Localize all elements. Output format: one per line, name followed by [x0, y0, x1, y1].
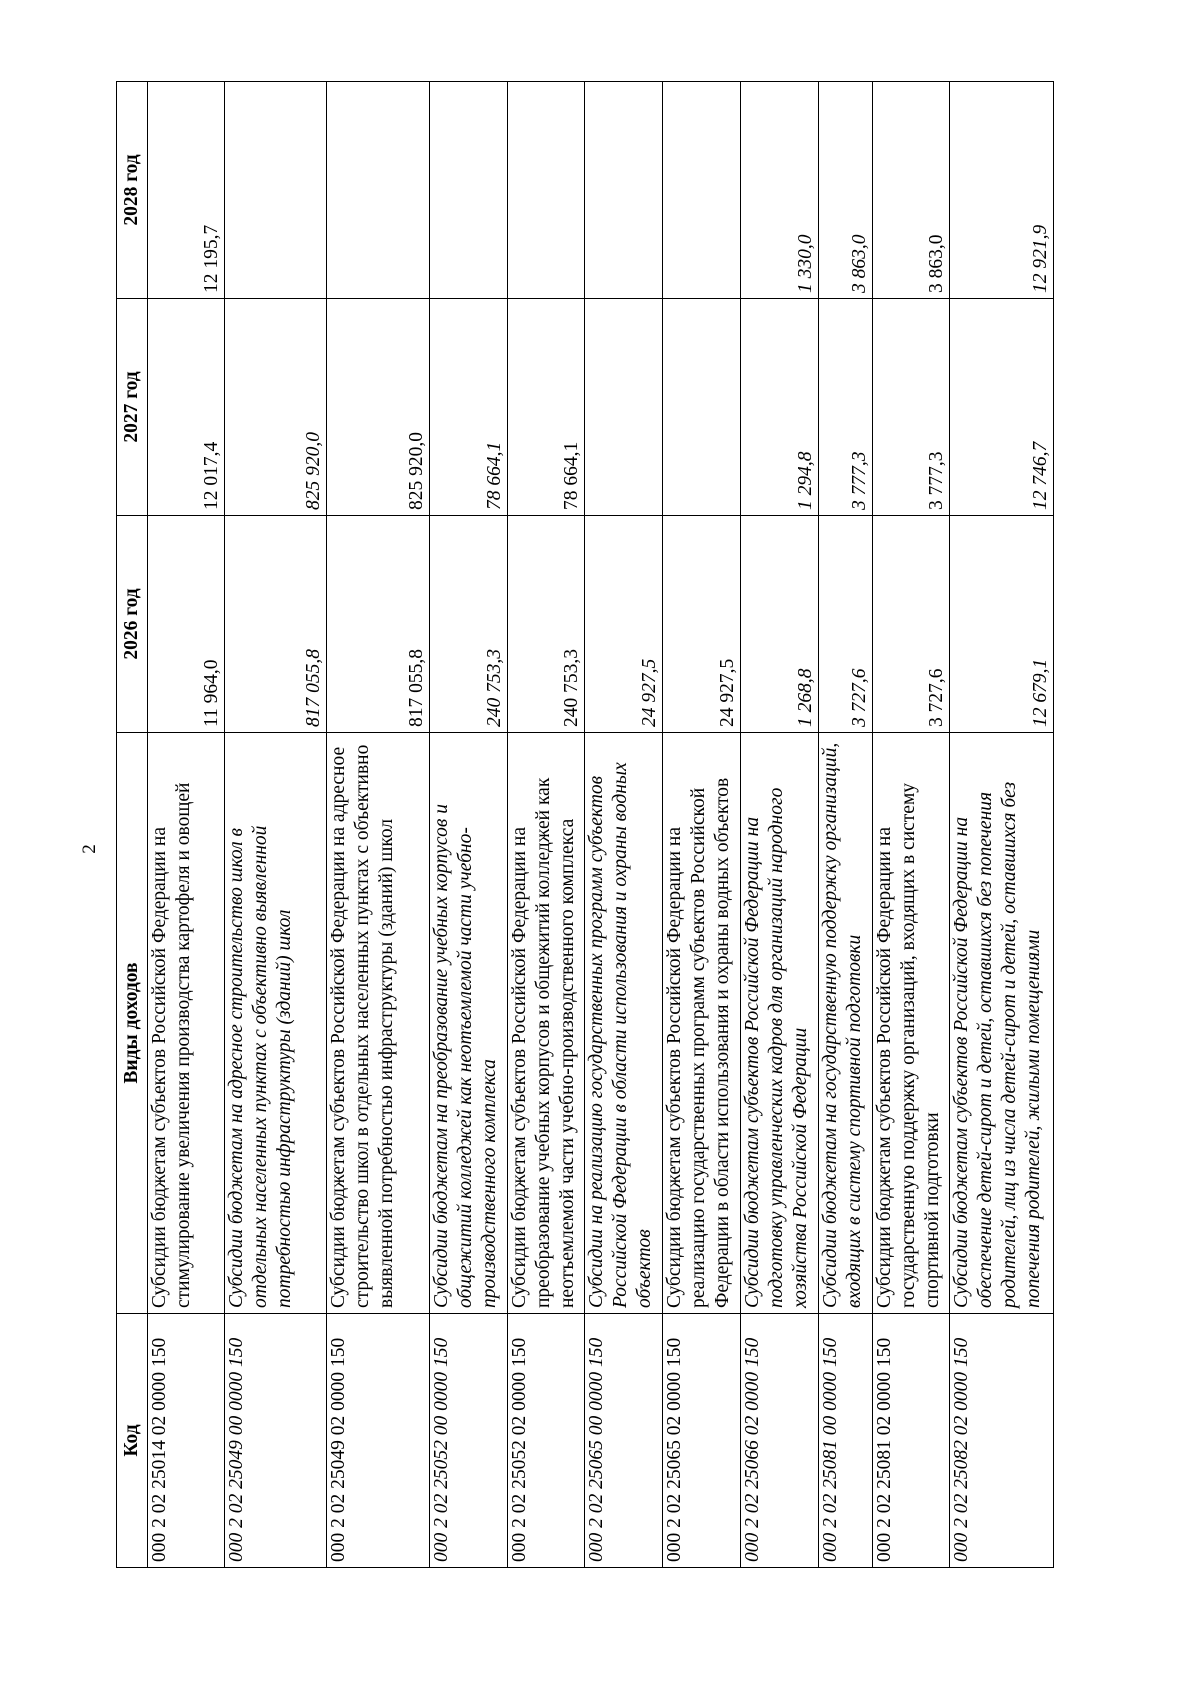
value-2027-cell: 12 746,7	[950, 299, 1054, 516]
code-cell: 000 2 02 25049 02 0000 150	[327, 1314, 429, 1568]
value-2028-cell: 12 921,9	[950, 82, 1054, 299]
value-2028-cell: 3 863,0	[872, 82, 950, 299]
table-row	[872, 82, 950, 1568]
code-cell: 000 2 02 25014 02 0000 150	[148, 1314, 225, 1568]
value-2026-cell: 817 055,8	[224, 516, 326, 733]
table-row	[224, 82, 326, 1568]
value-2026-cell: 240 753,3	[429, 516, 507, 733]
revenue-type-cell: Субсидии бюджетам на государственную поддержку организаций, входящих в систему спортивной подготовки	[819, 733, 872, 1314]
revenue-type-cell: Субсидии бюджетам на адресное строительство школ в отдельных населенных пунктах с объективно выявленной потребностью инфраструктуры (зданий) школ	[224, 733, 326, 1314]
value-2028-cell	[585, 82, 663, 299]
value-2026-cell: 24 927,5	[663, 516, 741, 733]
value-2028-cell	[224, 82, 326, 299]
table-row	[585, 82, 663, 1568]
header-2027: 2027 год	[117, 299, 148, 516]
revenue-table	[116, 81, 1054, 1568]
code-cell: 000 2 02 25066 02 0000 150	[741, 1314, 819, 1568]
page-number: 2	[79, 844, 100, 854]
value-2026-cell: 3 727,6	[819, 516, 872, 733]
table-row	[327, 82, 429, 1568]
revenue-type-cell: Субсидии бюджетам субъектов Российской Федерации на подготовку управленческих кадров для организаций народного хозяйства Российской Федерации	[741, 733, 819, 1314]
code-cell: 000 2 02 25082 02 0000 150	[950, 1314, 1054, 1568]
table-row	[148, 82, 225, 1568]
value-2028-cell: 3 863,0	[819, 82, 872, 299]
table-row	[819, 82, 872, 1568]
value-2028-cell	[507, 82, 585, 299]
value-2026-cell: 817 055,8	[327, 516, 429, 733]
rotated-page-content	[116, 82, 1054, 1568]
value-2027-cell: 3 777,3	[819, 299, 872, 516]
code-cell: 000 2 02 25081 00 0000 150	[819, 1314, 872, 1568]
value-2026-cell: 3 727,6	[872, 516, 950, 733]
table-row	[950, 82, 1054, 1568]
table-header-row	[117, 82, 148, 1568]
table-row	[663, 82, 741, 1568]
code-cell: 000 2 02 25049 00 0000 150	[224, 1314, 326, 1568]
header-code: Код	[117, 1314, 148, 1568]
revenue-type-cell: Субсидии бюджетам субъектов Российской Федерации на обеспечение детей-сирот и детей, оставшихся без попечения родителей, лиц из числа детей-сирот и детей, оставшихся без попечения родителей, жилыми помещениями	[950, 733, 1054, 1314]
value-2028-cell: 1 330,0	[741, 82, 819, 299]
code-cell: 000 2 02 25081 02 0000 150	[872, 1314, 950, 1568]
value-2026-cell: 12 679,1	[950, 516, 1054, 733]
value-2027-cell: 825 920,0	[327, 299, 429, 516]
value-2026-cell: 240 753,3	[507, 516, 585, 733]
header-2028: 2028 год	[117, 82, 148, 299]
value-2028-cell	[663, 82, 741, 299]
code-cell: 000 2 02 25065 02 0000 150	[663, 1314, 741, 1568]
revenue-type-cell: Субсидии бюджетам на преобразование учебных корпусов и общежитий колледжей как неотъемлемой части учебно-производственного комплекса	[429, 733, 507, 1314]
table-row	[429, 82, 507, 1568]
value-2027-cell: 78 664,1	[429, 299, 507, 516]
revenue-type-cell: Субсидии бюджетам субъектов Российской Федерации на адресное строительство школ в отдельных населенных пунктах с объективно выявленной потребностью инфраструктуры (зданий) школ	[327, 733, 429, 1314]
value-2028-cell	[327, 82, 429, 299]
value-2028-cell	[429, 82, 507, 299]
value-2028-cell: 12 195,7	[148, 82, 225, 299]
table-row	[741, 82, 819, 1568]
value-2026-cell: 1 268,8	[741, 516, 819, 733]
revenue-type-cell: Субсидии бюджетам субъектов Российской Федерации на стимулирование увеличения производства картофеля и овощей	[148, 733, 225, 1314]
revenue-type-cell: Субсидии на реализацию государственных программ субъектов Российской Федерации в области использования и охраны водных объектов	[585, 733, 663, 1314]
code-cell: 000 2 02 25065 00 0000 150	[585, 1314, 663, 1568]
value-2027-cell: 825 920,0	[224, 299, 326, 516]
value-2027-cell: 1 294,8	[741, 299, 819, 516]
revenue-type-cell: Субсидии бюджетам субъектов Российской Федерации на преобразование учебных корпусов и общежитий колледжей как неотъемлемой части учебно-производственного комплекса	[507, 733, 585, 1314]
code-cell: 000 2 02 25052 00 0000 150	[429, 1314, 507, 1568]
value-2027-cell: 3 777,3	[872, 299, 950, 516]
value-2026-cell: 11 964,0	[148, 516, 225, 733]
value-2026-cell: 24 927,5	[585, 516, 663, 733]
value-2027-cell	[663, 299, 741, 516]
table-row	[507, 82, 585, 1568]
header-revenue-type: Виды доходов	[117, 733, 148, 1314]
header-2026: 2026 год	[117, 516, 148, 733]
revenue-type-cell: Субсидии бюджетам субъектов Российской Федерации на государственную поддержку организаций, входящих в систему спортивной подготовки	[872, 733, 950, 1314]
revenue-type-cell: Субсидии бюджетам субъектов Российской Федерации на реализацию государственных программ субъектов Российской Федерации в области использования и охраны водных объектов	[663, 733, 741, 1314]
value-2027-cell: 12 017,4	[148, 299, 225, 516]
value-2027-cell: 78 664,1	[507, 299, 585, 516]
value-2027-cell	[585, 299, 663, 516]
code-cell: 000 2 02 25052 02 0000 150	[507, 1314, 585, 1568]
